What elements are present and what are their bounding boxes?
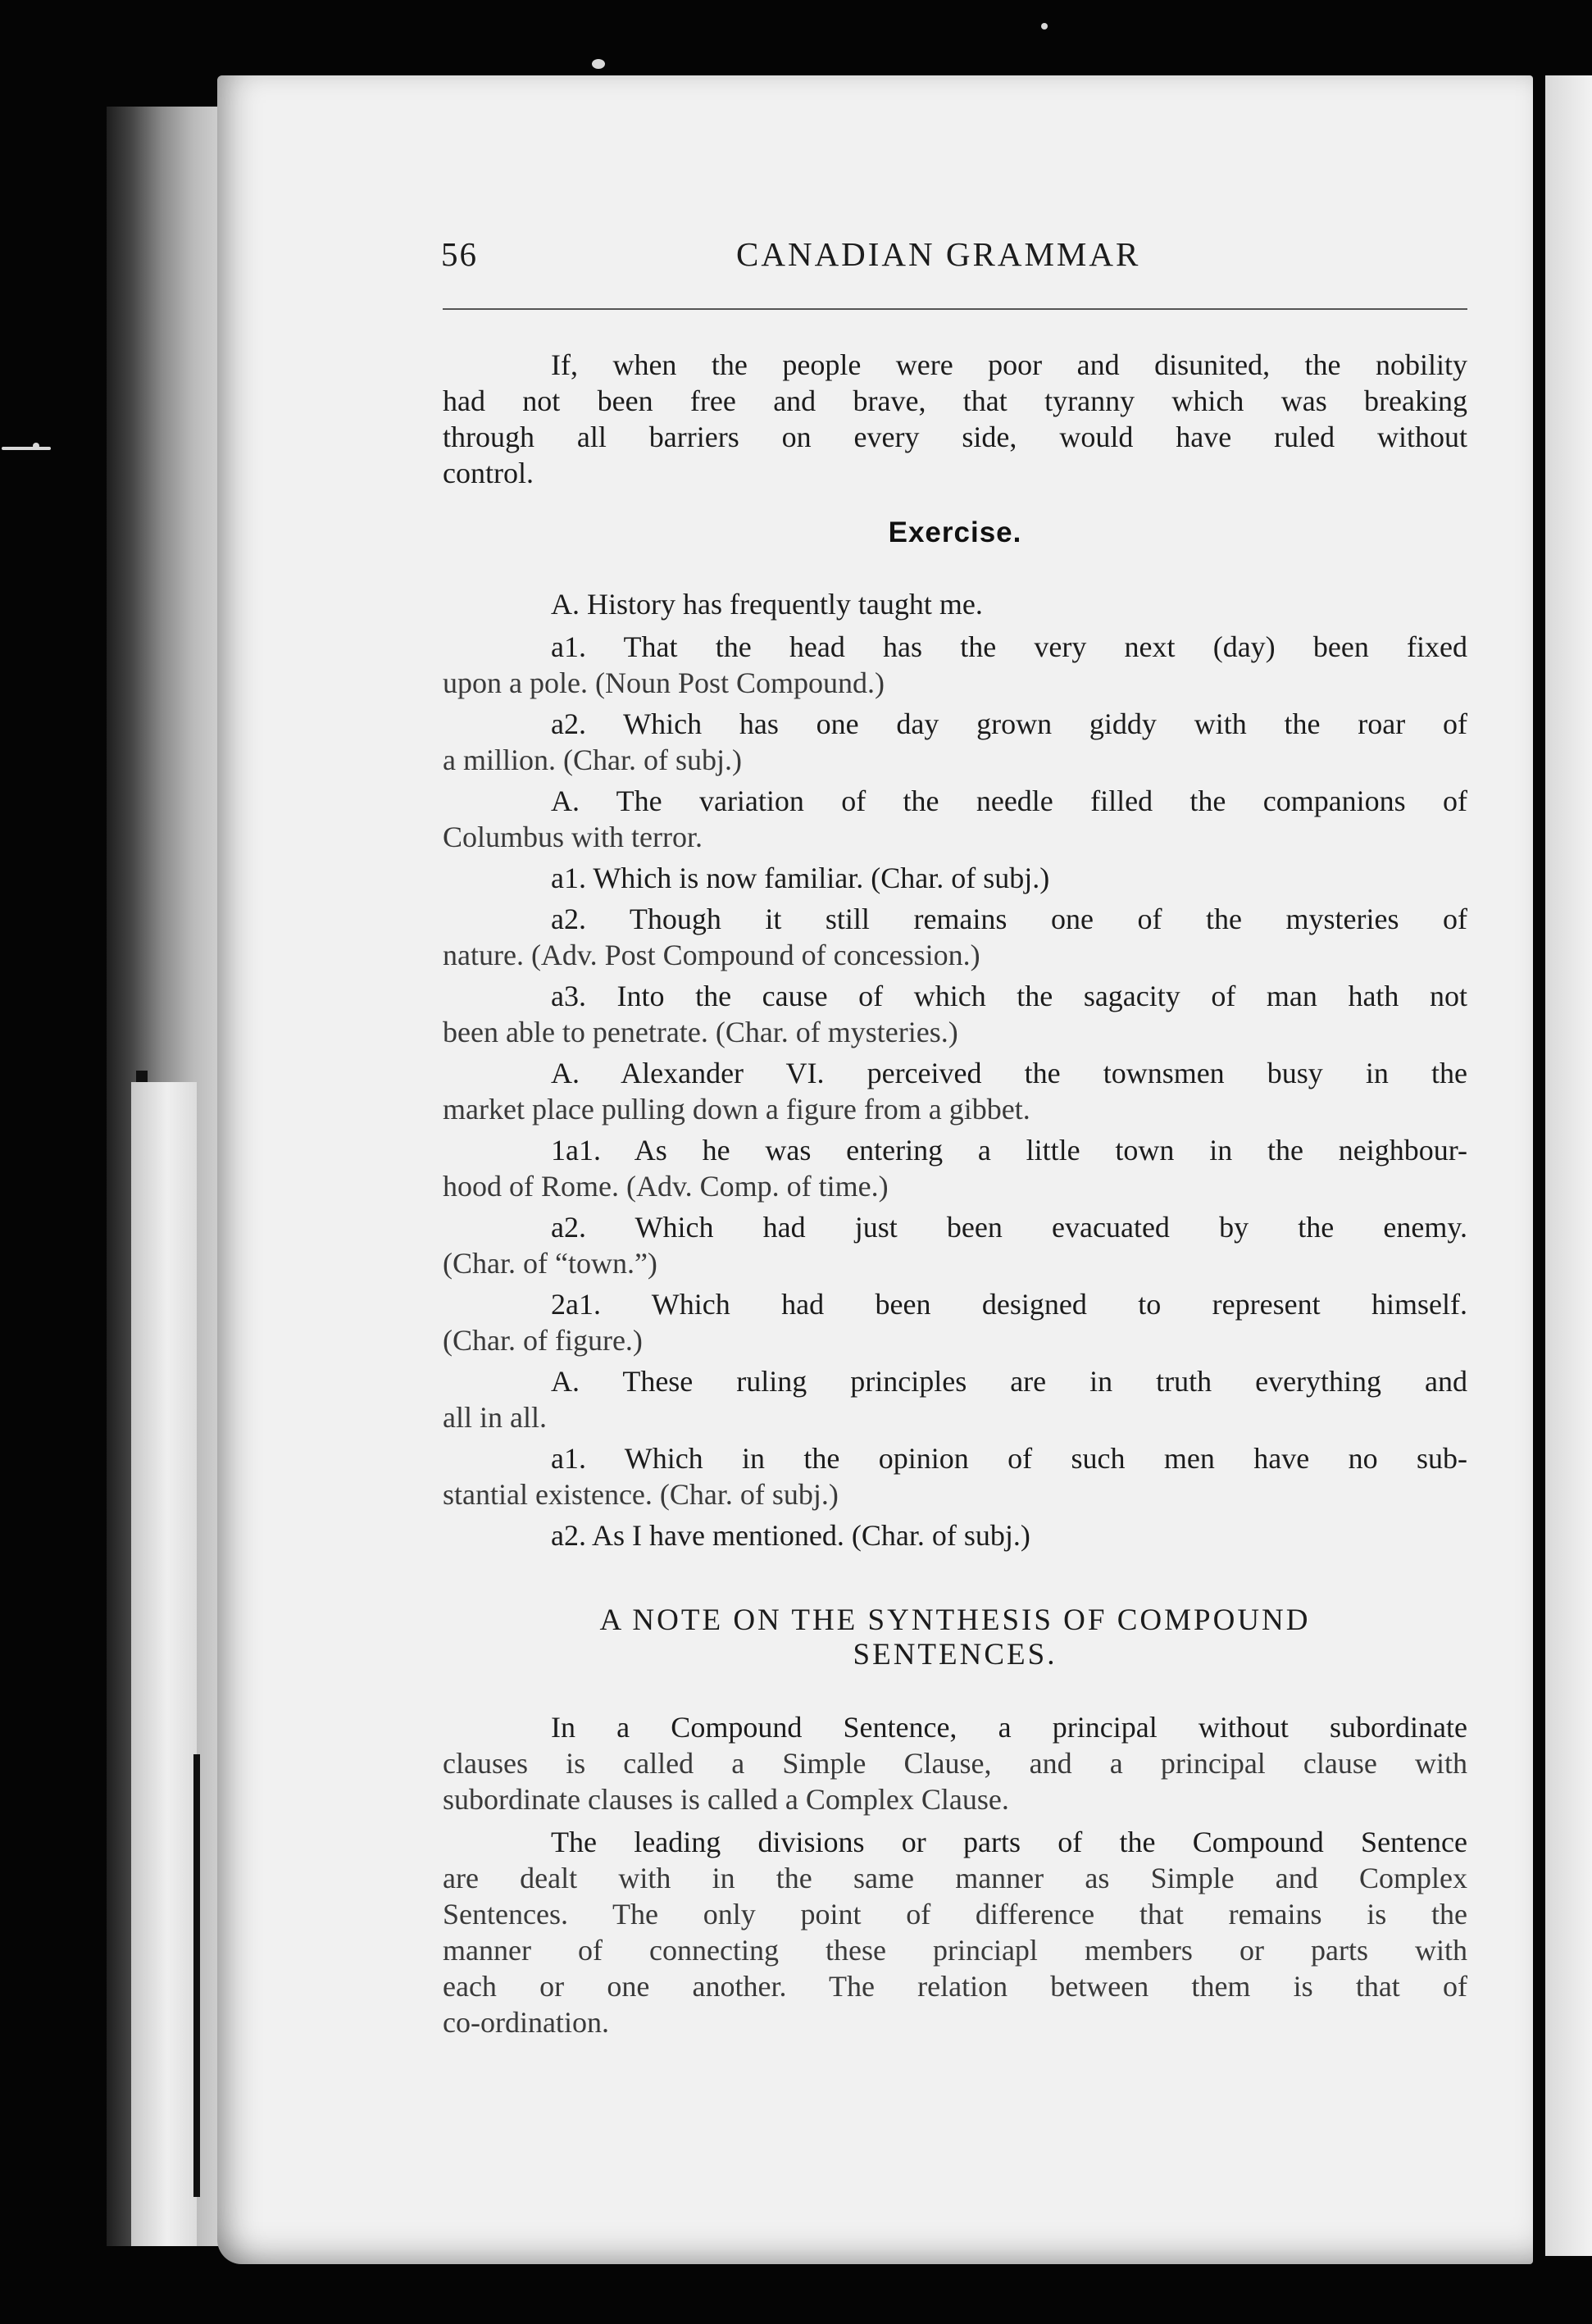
exercise-line: Columbus with terror. (443, 821, 703, 853)
exercise-line: a2. As I have mentioned. (Char. of subj.) (551, 1519, 1030, 1552)
running-title: CANADIAN GRAMMAR (736, 235, 1141, 273)
body-line: In a Compound Sentence, a principal without subordinate (551, 1711, 1467, 1744)
dust-speck (592, 59, 605, 69)
exercise-line: a1. Which in the opinion of such men have no sub- (551, 1442, 1467, 1475)
body-line: Sentences. The only point of difference that remains is the (443, 1898, 1467, 1931)
exercise-line: A. These ruling principles are in truth everything and (551, 1365, 1467, 1398)
exercise-line: 2a1. Which had been designed to represent himself. (551, 1288, 1467, 1321)
body-line: clauses is called a Simple Clause, and a principal clause with (443, 1747, 1467, 1780)
exercise-line: nature. (Adv. Post Compound of concession.) (443, 939, 980, 971)
body-line: subordinate clauses is called a Complex Clause. (443, 1783, 1009, 1816)
exercise-line: a1. That the head has the very next (day) been fixed (551, 630, 1467, 663)
exercise-line: 1a1. As he was entering a little town in the neighbour- (551, 1134, 1467, 1167)
section-heading: SENTENCES. (853, 1638, 1058, 1671)
exercise-line: A. Alexander VI. perceived the townsmen busy in the (551, 1057, 1467, 1089)
exercise-line: a2. Though it still remains one of the mysteries of (551, 903, 1467, 935)
facing-page-edge (1545, 75, 1592, 2256)
dust-speck (1041, 23, 1048, 30)
intro-line: control. (443, 457, 534, 489)
exercise-line: upon a pole. (Noun Post Compound.) (443, 666, 885, 699)
edge-mark (136, 1071, 148, 1082)
body-line: manner of connecting these princiapl members or parts with (443, 1934, 1467, 1967)
exercise-heading: Exercise. (888, 516, 1022, 548)
exercise-line: (Char. of figure.) (443, 1324, 643, 1357)
exercise-line: stantial existence. (Char. of subj.) (443, 1478, 839, 1511)
exercise-line: a1. Which is now familiar. (Char. of subj.) (551, 862, 1050, 894)
exercise-line: hood of Rome. (Adv. Comp. of time.) (443, 1170, 889, 1203)
body-line: co-ordination. (443, 2006, 609, 2039)
exercise-line: a2. Which had just been evacuated by the enemy. (551, 1211, 1467, 1244)
exercise-line: a3. Into the cause of which the sagacity of man hath not (551, 980, 1467, 1012)
edge-bar (193, 1754, 200, 2197)
exercise-line: (Char. of “town.”) (443, 1247, 657, 1280)
body-line: The leading divisions or parts of the Compound Sentence (551, 1826, 1467, 1858)
intro-line: had not been free and brave, that tyranny which was breaking (443, 384, 1467, 417)
exercise-line: a2. Which has one day grown giddy with the roar of (551, 707, 1467, 740)
page-number: 56 (441, 235, 478, 273)
section-heading: A NOTE ON THE SYNTHESIS OF COMPOUND (599, 1603, 1311, 1637)
exercise-line: all in all. (443, 1401, 547, 1434)
intro-line: If, when the people were poor and disunited, the nobility (551, 348, 1467, 381)
body-line: are dealt with in the same manner as Simple and Complex (443, 1862, 1467, 1894)
exercise-line: a million. (Char. of subj.) (443, 744, 742, 776)
header-rule (443, 308, 1467, 310)
exercise-line: A. History has frequently taught me. (551, 588, 983, 621)
body-line: each or one another. The relation between them is that of (443, 1970, 1467, 2003)
exercise-line: been able to penetrate. (Char. of mysteries.) (443, 1016, 958, 1048)
page-stack-edge (131, 1082, 197, 2246)
intro-line: through all barriers on every side, would have ruled without (443, 421, 1467, 453)
exercise-line: market place pulling down a figure from a gibbet. (443, 1093, 1030, 1126)
exercise-line: A. The variation of the needle filled the companions of (551, 785, 1467, 817)
dust-speck (2, 447, 51, 450)
